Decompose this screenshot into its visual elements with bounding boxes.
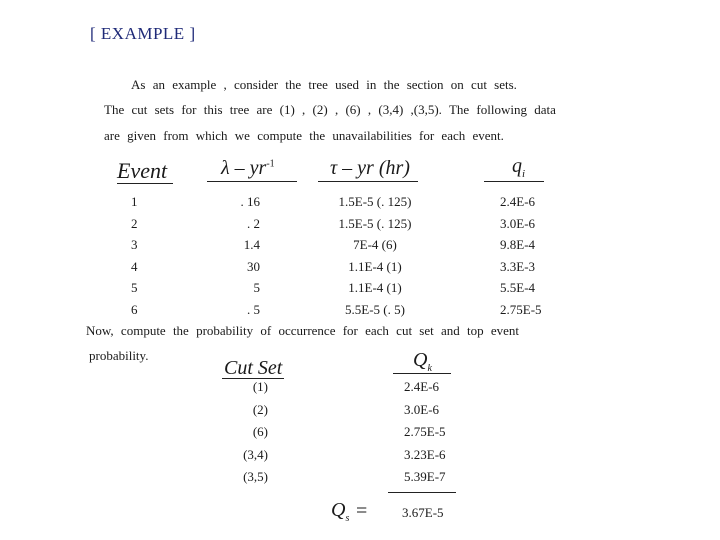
total-rule: [388, 492, 456, 493]
event-header-rule: [117, 183, 173, 184]
cutset-header: Cut Set: [224, 357, 283, 379]
cutset-id: (3,4): [243, 447, 268, 462]
intro-line-2: The cut sets for this tree are (1) , (2) , (6) , (3,4) ,(3,5). The following data: [104, 102, 556, 117]
equals-sign: =: [356, 500, 368, 522]
event-lambda: . 16: [240, 194, 260, 209]
cutset-id: (2): [252, 402, 268, 417]
event-tau: 5.5E-5 (. 5): [345, 302, 405, 317]
lambda-header: [221, 157, 275, 180]
event-lambda: 30: [247, 259, 260, 274]
lambda-header-sup: -1: [266, 158, 275, 170]
now-line-1: Now, compute the probability of occurrence for each cut set and top event: [86, 323, 520, 338]
event-q: 5.5E-4: [500, 280, 536, 295]
lambda-header-text: λ – yr: [221, 157, 267, 179]
qk-header: [413, 349, 432, 374]
qk-header-sub: k: [427, 363, 432, 374]
tau-header-rule: [318, 181, 418, 182]
cutset-id: (3,5): [243, 469, 268, 484]
event-tau: 1.1E-4 (1): [348, 280, 402, 295]
qs-label-sub: s: [345, 513, 350, 524]
cutset-id: (1): [252, 379, 268, 394]
event-q: 3.3E-3: [500, 259, 536, 274]
event-id: 2: [131, 216, 138, 231]
tau-header: τ – yr (hr): [330, 157, 410, 179]
event-q: 3.0E-6: [500, 216, 536, 231]
event-tau: 1.5E-5 (. 125): [338, 194, 412, 209]
qs-label: [331, 499, 349, 524]
qk-header-rule: [393, 373, 451, 374]
event-q: 2.4E-6: [500, 194, 536, 209]
now-line-2: probability.: [89, 348, 149, 363]
cutset-q: 3.23E-6: [404, 447, 446, 462]
event-id: 1: [131, 194, 138, 209]
cutset-q: 2.75E-5: [404, 424, 446, 439]
cutset-q: 2.4E-6: [404, 379, 440, 394]
event-header: Event: [117, 158, 168, 183]
qs-label-text: Q: [331, 499, 346, 521]
event-lambda: 1.4: [243, 237, 260, 252]
event-q: 9.8E-4: [500, 237, 536, 252]
event-tau: 1.1E-4 (1): [348, 259, 402, 274]
lambda-header-rule: [207, 181, 297, 182]
total-value: 3.67E-5: [402, 505, 444, 520]
q-header: [512, 155, 525, 180]
cutset-id: (6): [252, 424, 268, 439]
page-title: [ EXAMPLE ]: [90, 24, 196, 43]
event-id: 6: [131, 302, 138, 317]
event-lambda: . 5: [247, 302, 260, 317]
qk-header-text: Q: [413, 349, 428, 371]
cutset-q: 5.39E-7: [404, 469, 446, 484]
cutset-q: 3.0E-6: [404, 402, 440, 417]
event-id: 5: [131, 280, 138, 295]
event-lambda: 5: [253, 280, 260, 295]
q-header-text: q: [512, 155, 522, 177]
event-tau: 7E-4 (6): [353, 237, 397, 252]
intro-line-1: As an example , consider the tree used in the section on cut sets.: [131, 77, 517, 92]
event-q: 2.75E-5: [500, 302, 542, 317]
event-id: 3: [131, 237, 138, 252]
event-id: 4: [131, 259, 138, 274]
event-tau: 1.5E-5 (. 125): [338, 216, 412, 231]
q-header-sub: i: [522, 168, 526, 180]
event-lambda: . 2: [247, 216, 260, 231]
q-header-rule: [484, 181, 544, 182]
intro-line-3: are given from which we compute the unavailabilities for each event.: [104, 128, 504, 143]
